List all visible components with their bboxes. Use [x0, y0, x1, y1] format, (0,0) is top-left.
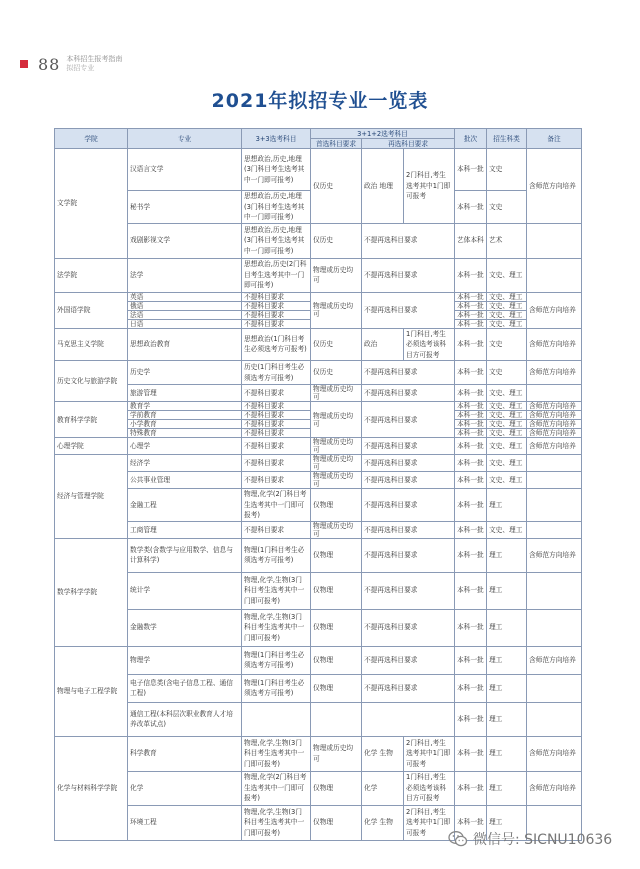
second-req-cell: 不提再选科目要求 [362, 385, 455, 402]
major-cell: 经济学 [128, 455, 242, 472]
subject-33-cell: 不提科目要求 [242, 385, 311, 402]
subject-33-cell: 物理(1门科目考生必须选考方可报考) [242, 646, 311, 674]
note-cell [527, 521, 582, 538]
first-req-cell: 物理或历史均可 [311, 472, 362, 489]
second-req-cell: 1门科目,考生必须选考该科目方可报考 [404, 771, 455, 805]
subject-33-cell: 物理,化学(2门科目考生选考其中一门即可报考) [242, 489, 311, 522]
batch-cell: 本科一批 [455, 328, 487, 361]
major-cell: 金融数学 [128, 609, 242, 646]
type-cell: 文史、理工 [487, 292, 527, 301]
second-req-cell: 不提再选科目要求 [362, 361, 455, 385]
note-cell [527, 223, 582, 258]
first-req-cell: 物理或历史均可 [311, 258, 362, 292]
subject-33-cell: 思想政治(1门科目考生必须选考方可报考) [242, 328, 311, 361]
watermark-text: 微信号: SICNU10636 [473, 832, 613, 848]
second-subject-cell: 化学 生物 [362, 805, 404, 840]
type-cell: 文史、理工 [487, 319, 527, 328]
major-cell: 公共事业管理 [128, 472, 242, 489]
type-cell: 理工 [487, 646, 527, 674]
note-cell: 含师范方向培养 [527, 420, 582, 429]
type-cell: 理工 [487, 736, 527, 771]
page-header [20, 54, 122, 74]
note-cell: 含师范方向培养 [527, 438, 582, 455]
major-cell: 心理学 [128, 438, 242, 455]
second-subject-cell: 化学 [362, 771, 404, 805]
first-req-cell: 物理或历史均可 [311, 438, 362, 455]
subject-33-cell [242, 702, 311, 736]
batch-cell: 本科一批 [455, 472, 487, 489]
type-cell: 文史、理工 [487, 438, 527, 455]
second-req-cell: 不提再选科目要求 [362, 455, 455, 472]
note-cell [527, 702, 582, 736]
first-req-cell: 物理或历史均可 [311, 736, 362, 771]
type-cell: 文史、理工 [487, 402, 527, 411]
batch-cell: 本科一批 [455, 385, 487, 402]
first-req-cell: 物理或历史均可 [311, 521, 362, 538]
major-cell: 思想政治教育 [128, 328, 242, 361]
subject-33-cell: 不提科目要求 [242, 319, 311, 328]
subject-33-cell: 不提科目要求 [242, 420, 311, 429]
first-req-cell: 仅历史 [311, 328, 362, 361]
type-cell: 文史、理工 [487, 258, 527, 292]
college-cell: 马克思主义学院 [55, 328, 128, 361]
note-cell [527, 258, 582, 292]
major-cell: 英语 [128, 292, 242, 301]
major-cell: 特殊教育 [128, 429, 242, 438]
batch-cell: 本科一批 [455, 402, 487, 411]
type-cell: 理工 [487, 609, 527, 646]
subject-33-cell: 物理,化学(2门科目考生选考其中一门即可报考) [242, 771, 311, 805]
subject-33-cell: 物理(1门科目考生必须选考方可报考) [242, 538, 311, 572]
major-cell: 俄语 [128, 301, 242, 310]
watermark [448, 829, 612, 849]
type-cell: 理工 [487, 674, 527, 702]
second-req-cell: 不提再选科目要求 [362, 538, 455, 572]
subject-33-cell: 物理,化学,生物(3门科目考生选考其中一门即可报考) [242, 805, 311, 840]
batch-cell: 本科一批 [455, 438, 487, 455]
col-major: 专业 [128, 129, 242, 149]
type-cell: 文史 [487, 191, 527, 224]
second-req-cell: 不提再选科目要求 [362, 472, 455, 489]
batch-cell: 本科一批 [455, 736, 487, 771]
second-req-cell: 不提再选科目要求 [362, 258, 455, 292]
second-req-cell: 2门科目,考生选考其中1门即可报考 [404, 805, 455, 840]
col-first-req: 首选科目要求 [311, 139, 362, 149]
type-cell: 理工 [487, 805, 527, 840]
type-cell: 文史、理工 [487, 521, 527, 538]
subject-33-cell: 不提科目要求 [242, 455, 311, 472]
subject-33-cell: 物理,化学,生物(3门科目考生选考其中一门即可报考) [242, 609, 311, 646]
type-cell: 文史、理工 [487, 455, 527, 472]
note-cell [527, 489, 582, 522]
type-cell: 文史、理工 [487, 472, 527, 489]
major-cell: 环境工程 [128, 805, 242, 840]
major-cell: 数学类(含数学与应用数学、信息与计算科学) [128, 538, 242, 572]
second-subject-cell: 政治 [362, 328, 404, 361]
header-line-1: 本科招生报考指南 [66, 55, 123, 63]
batch-cell: 本科一批 [455, 301, 487, 310]
type-cell: 文史 [487, 361, 527, 385]
college-cell: 数学科学学院 [55, 538, 128, 646]
subject-33-cell: 思想政治,历史(2门科目考生选考其中一门即可报考) [242, 258, 311, 292]
type-cell: 文史 [487, 149, 527, 191]
type-cell: 文史 [487, 328, 527, 361]
col-batch: 批次 [455, 129, 487, 149]
subject-33-cell: 不提科目要求 [242, 521, 311, 538]
batch-cell: 本科一批 [455, 521, 487, 538]
major-cell: 科学教育 [128, 736, 242, 771]
type-cell: 理工 [487, 489, 527, 522]
subject-33-cell: 不提科目要求 [242, 411, 311, 420]
subject-33-cell: 历史(1门科目考生必须选考方可报考) [242, 361, 311, 385]
college-cell: 经济与管理学院 [55, 455, 128, 539]
subject-33-cell: 不提科目要求 [242, 310, 311, 319]
note-cell: 含师范方向培养 [527, 771, 582, 805]
major-cell: 小学教育 [128, 420, 242, 429]
second-req-cell: 不提再选科目要求 [362, 292, 455, 328]
subject-33-cell: 不提科目要求 [242, 301, 311, 310]
type-cell: 文史、理工 [487, 310, 527, 319]
second-subject-cell: 政治 地理 [362, 149, 404, 224]
col-college: 学院 [55, 129, 128, 149]
second-req-cell: 不提再选科目要求 [362, 572, 455, 609]
second-req-cell: 不提再选科目要求 [362, 646, 455, 674]
major-cell: 学前教育 [128, 411, 242, 420]
header-line-2: 拟招专业 [66, 64, 95, 72]
college-cell: 心理学院 [55, 438, 128, 455]
page-number: 88 [38, 54, 61, 74]
batch-cell: 本科一批 [455, 319, 487, 328]
type-cell: 文史、理工 [487, 420, 527, 429]
college-cell: 法学院 [55, 258, 128, 292]
second-req-cell: 2门科目,考生选考其中1门即可报考 [404, 149, 455, 224]
first-req-cell: 物理或历史均可 [311, 455, 362, 472]
note-cell: 含师范方向培养 [527, 402, 582, 411]
type-cell: 理工 [487, 771, 527, 805]
college-cell: 化学与材料科学学院 [55, 736, 128, 840]
second-subject-cell: 化学 生物 [362, 736, 404, 771]
first-req-cell: 物理或历史均可 [311, 385, 362, 402]
type-cell: 文史、理工 [487, 429, 527, 438]
second-req-cell: 不提再选科目要求 [362, 402, 455, 438]
second-req-cell: 不提再选科目要求 [362, 521, 455, 538]
batch-cell: 本科一批 [455, 258, 487, 292]
batch-cell: 本科一批 [455, 455, 487, 472]
first-req-cell: 物理或历史均可 [311, 292, 362, 328]
note-cell [527, 455, 582, 472]
major-cell: 汉语言文学 [128, 149, 242, 191]
batch-cell: 本科一批 [455, 674, 487, 702]
second-req-cell: 不提再选科目要求 [362, 674, 455, 702]
first-req-cell: 仅历史 [311, 223, 362, 258]
type-cell: 艺术 [487, 223, 527, 258]
major-cell: 电子信息类(含电子信息工程、通信工程) [128, 674, 242, 702]
first-req-cell: 仅物理 [311, 805, 362, 840]
wechat-icon [448, 830, 468, 848]
major-cell: 教育学 [128, 402, 242, 411]
first-req-cell: 仅物理 [311, 572, 362, 609]
subject-33-cell: 物理(1门科目考生必须选考方可报考) [242, 674, 311, 702]
batch-cell: 本科一批 [455, 771, 487, 805]
college-cell: 教育科学学院 [55, 402, 128, 438]
note-cell: 含师范方向培养 [527, 149, 582, 224]
col-3plus1plus2: 3+1+2选考科目 [311, 129, 455, 139]
first-req-cell: 物理或历史均可 [311, 402, 362, 438]
note-cell: 含师范方向培养 [527, 361, 582, 385]
first-req-cell: 仅物理 [311, 489, 362, 522]
first-req-cell: 仅物理 [311, 609, 362, 646]
major-cell: 通信工程(本科层次职业教育人才培养改革试点) [128, 702, 242, 736]
note-cell: 含师范方向培养 [527, 538, 582, 572]
col-type: 招生科类 [487, 129, 527, 149]
batch-cell: 本科一批 [455, 310, 487, 319]
batch-cell: 本科一批 [455, 538, 487, 572]
batch-cell: 本科一批 [455, 429, 487, 438]
college-cell: 文学院 [55, 149, 128, 259]
subject-33-cell: 不提科目要求 [242, 429, 311, 438]
college-cell: 历史文化与旅游学院 [55, 361, 128, 402]
note-cell: 含师范方向培养 [527, 292, 582, 328]
first-req-cell: 仅物理 [311, 538, 362, 572]
first-req-cell: 仅物理 [311, 771, 362, 805]
page-title: 2021年拟招专业一览表 [211, 90, 429, 112]
batch-cell: 本科一批 [455, 292, 487, 301]
batch-cell: 艺体本科 [455, 223, 487, 258]
type-cell: 文史、理工 [487, 385, 527, 402]
subject-33-cell: 不提科目要求 [242, 292, 311, 301]
subject-33-cell: 思想政治,历史,地理(3门科目考生选考其中一门即可报考) [242, 149, 311, 191]
college-cell: 外国语学院 [55, 292, 128, 328]
batch-cell: 本科一批 [455, 489, 487, 522]
major-cell: 物理学 [128, 646, 242, 674]
col-3plus3: 3+3选考科目 [242, 129, 311, 149]
second-req-cell: 不提再选科目要求 [362, 609, 455, 646]
note-cell [527, 572, 582, 609]
batch-cell: 本科一批 [455, 361, 487, 385]
note-cell: 含师范方向培养 [527, 411, 582, 420]
type-cell: 理工 [487, 702, 527, 736]
note-cell: 含师范方向培养 [527, 429, 582, 438]
note-cell [527, 674, 582, 702]
subject-33-cell: 不提科目要求 [242, 402, 311, 411]
subject-33-cell: 物理,化学,生物(3门科目考生选考其中一门即可报考) [242, 736, 311, 771]
batch-cell: 本科一批 [455, 411, 487, 420]
first-req-cell: 仅物理 [311, 646, 362, 674]
batch-cell: 本科一批 [455, 805, 487, 840]
second-req-cell [362, 702, 455, 736]
subject-33-cell: 思想政治,历史,地理(3门科目考生选考其中一门即可报考) [242, 191, 311, 224]
first-req-cell: 仅历史 [311, 361, 362, 385]
majors-table [54, 128, 582, 841]
note-cell: 含师范方向培养 [527, 736, 582, 771]
batch-cell: 本科一批 [455, 702, 487, 736]
second-req-cell: 1门科目,考生必须选考该科目方可报考 [404, 328, 455, 361]
subject-33-cell: 不提科目要求 [242, 472, 311, 489]
major-cell: 日语 [128, 319, 242, 328]
major-cell: 旅游管理 [128, 385, 242, 402]
second-req-cell: 不提再选科目要求 [362, 489, 455, 522]
batch-cell: 本科一批 [455, 420, 487, 429]
subject-33-cell: 物理,化学,生物(3门科目考生选考其中一门即可报考) [242, 572, 311, 609]
major-cell: 法学 [128, 258, 242, 292]
first-req-cell: 仅历史 [311, 149, 362, 224]
note-cell [527, 609, 582, 646]
batch-cell: 本科一批 [455, 191, 487, 224]
note-cell: 含师范方向培养 [527, 328, 582, 361]
subject-33-cell: 思想政治,历史,地理(3门科目考生选考其中一门即可报考) [242, 223, 311, 258]
first-req-cell [311, 702, 362, 736]
major-cell: 戏剧影视文学 [128, 223, 242, 258]
major-cell: 秘书学 [128, 191, 242, 224]
type-cell: 文史、理工 [487, 301, 527, 310]
type-cell: 理工 [487, 572, 527, 609]
batch-cell: 本科一批 [455, 149, 487, 191]
major-cell: 化学 [128, 771, 242, 805]
col-second-req: 再选科目要求 [362, 139, 455, 149]
major-cell: 统计学 [128, 572, 242, 609]
batch-cell: 本科一批 [455, 572, 487, 609]
batch-cell: 本科一批 [455, 609, 487, 646]
second-req-cell: 不提再选科目要求 [362, 438, 455, 455]
type-cell: 理工 [487, 538, 527, 572]
red-square-mark [20, 60, 28, 68]
note-cell: 含师范方向培养 [527, 646, 582, 674]
major-cell: 金融工程 [128, 489, 242, 522]
major-cell: 历史学 [128, 361, 242, 385]
second-req-cell: 2门科目,考生选考其中1门即可报考 [404, 736, 455, 771]
first-req-cell: 仅物理 [311, 674, 362, 702]
note-cell [527, 385, 582, 402]
major-cell: 工商管理 [128, 521, 242, 538]
college-cell: 物理与电子工程学院 [55, 646, 128, 736]
col-note: 备注 [527, 129, 582, 149]
subject-33-cell: 不提科目要求 [242, 438, 311, 455]
note-cell [527, 472, 582, 489]
header-subtitle [66, 55, 122, 73]
type-cell: 文史、理工 [487, 411, 527, 420]
batch-cell: 本科一批 [455, 646, 487, 674]
second-req-cell: 不提再选科目要求 [362, 223, 455, 258]
major-cell: 法语 [128, 310, 242, 319]
